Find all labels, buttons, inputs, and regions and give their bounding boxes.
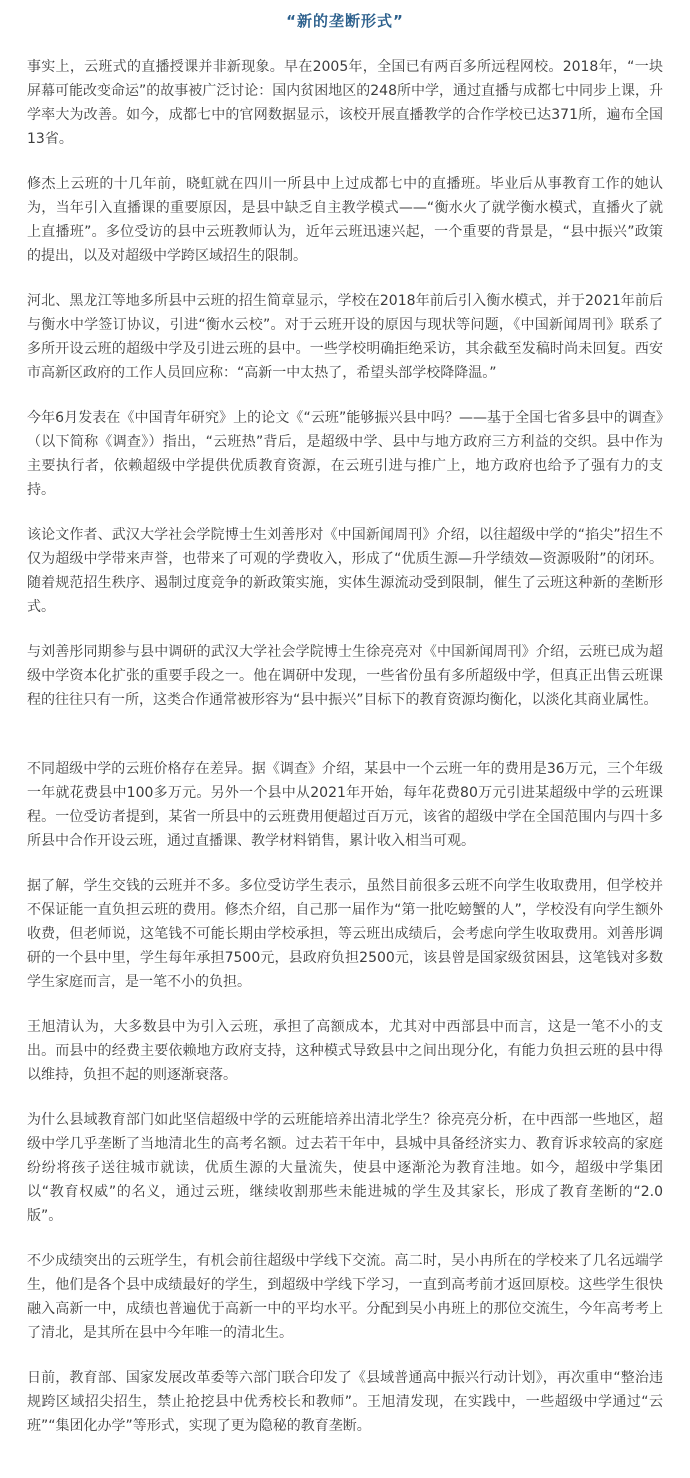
paragraph-6: 与刘善彤同期参与县中调研的武汉大学社会学院博士生徐亮亮对《中国新闻周刊》介绍，云班已成为超级中学资本化扩张的重要手段之一。他在调研中发现，一些省份虽有多所超级中学，但真正出售云班课程的往往只有一所，这类合作通常被形容为“县中振兴”目标下的教育资源均衡化，以淡化其商业属性。	[27, 644, 663, 708]
section-title: “新的垄断形式”	[286, 12, 404, 30]
paragraph-4: 今年6月发表在《中国青年研究》上的论文《“云班”能够振兴县中吗？——基于全国七省多县中的调查》（以下简称《调查》）指出，“云班热”背后，是超级中学、县中与地方政府三方利益的交织。县中作为主要执行者，依赖超级中学提供优质教育资源，在云班引进与推广上，地方政府也给予了强有力的支持。	[27, 410, 663, 498]
paragraph-9: 王旭清认为，大多数县中为引入云班，承担了高额成本，尤其对中西部县中而言，这是一笔不小的支出。而县中的经费主要依赖地方政府支持，这种模式导致县中之间出现分化，有能力负担云班的县中得以维持，负担不起的则逐渐衰落。	[27, 1019, 663, 1083]
paragraph-10: 为什么县域教育部门如此坚信超级中学的云班能培养出清北学生？徐亮亮分析，在中西部一些地区，超级中学几乎垄断了当地清北生的高考名额。过去若干年中，县城中具备经济实力、教育诉求较高的家庭纷纷将孩子送往城市就读，优质生源的大量流失，使县中逐渐沦为教育洼地。如今，超级中学集团以“教育权威”的名义，通过云班，继续收割那些未能进城的学生及其家长，形成了教育垄断的“2.0版”。	[27, 1112, 663, 1224]
paragraph-8: 据了解，学生交钱的云班并不多。多位受访学生表示，虽然目前很多云班不向学生收取费用，但学校并不保证能一直负担云班的费用。修杰介绍，自己那一届作为“第一批吃螃蟹的人”，学校没有向学生额外收费，但老师说，这笔钱不可能长期由学校承担，等云班出成绩后，会考虑向学生收取费用。刘善彤调研的一个县中里，学生每年承担7500元，县政府负担2500元，该县曾是国家级贫困县，这笔钱对多数学生家庭而言，是一笔不小的负担。	[27, 878, 663, 990]
paragraph-7: 不同超级中学的云班价格存在差异。据《调查》介绍，某县中一个云班一年的费用是36万元，三个年级一年就花费县中100多万元。另外一个县中从2021年开始，每年花费80万元引进某超级中学的云班课程。一位受访者提到，某省一所县中的云班费用便超过百万元，该省的超级中学在全国范围内与四十多所县中合作开设云班，通过直播课、教学材料销售，累计收入相当可观。	[27, 761, 663, 849]
paragraph-12: 日前，教育部、国家发展改革委等六部门联合印发了《县域普通高中振兴行动计划》，再次重申“整治违规跨区域招尖招生，禁止抢挖县中优秀校长和教师”。王旭清发现，在实践中，一些超级中学通过“云班”“集团化办学”等形式，实现了更为隐秘的教育垄断。	[27, 1370, 663, 1434]
paragraph-5: 该论文作者、武汉大学社会学院博士生刘善彤对《中国新闻周刊》介绍，以往超级中学的“掐尖”招生不仅为超级中学带来声誉，也带来了可观的学费收入，形成了“优质生源—升学绩效—资源吸附”的闭环。随着规范招生秩序、遏制过度竞争的新政策实施，实体生源流动受到限制，催生了云班这种新的垄断形式。	[27, 527, 663, 615]
paragraph-11: 不少成绩突出的云班学生，有机会前往超级中学线下交流。高二时，吴小冉所在的学校来了几名远端学生，他们是各个县中成绩最好的学生，到超级中学线下学习，一直到高考前才返回原校。这些学生很快融入高新一中，成绩也普遍优于高新一中的平均水平。分配到吴小冉班上的那位交流生，今年高考考上了清北，是其所在县中今年唯一的清北生。	[27, 1253, 663, 1341]
paragraph-2: 修杰上云班的十几年前，晓虹就在四川一所县中上过成都七中的直播班。毕业后从事教育工作的她认为，当年引入直播课的重要原因，是县中缺乏自主教学模式——“衡水火了就学衡水模式，直播火了就上直播班”。多位受访的县中云班教师认为，近年云班迅速兴起，一个重要的背景是，“县中振兴”政策的提出，以及对超级中学跨区域招生的限制。	[27, 176, 663, 264]
paragraph-3: 河北、黑龙江等地多所县中云班的招生简章显示，学校在2018年前后引入衡水模式，并于2021年前后与衡水中学签订协议，引进“衡水云校”。对于云班开设的原因与现状等问题，《中国新闻周刊》联系了多所开设云班的超级中学及引进云班的县中。一些学校明确拒绝采访，其余截至发稿时尚未回复。西安市高新区政府的工作人员回应称：“高新一中太热了，希望头部学校降降温。”	[27, 293, 663, 381]
paragraph-1: 事实上，云班式的直播授课并非新现象。早在2005年，全国已有两百多所远程网校。2018年，“一块屏幕可能改变命运”的故事被广泛讨论：国内贫困地区的248所中学，通过直播与成都七中同步上课，升学率大为改善。如今，成都七中的官网数据显示，该校开展直播教学的合作学校已达371所，遍布全国13省。	[27, 59, 663, 147]
